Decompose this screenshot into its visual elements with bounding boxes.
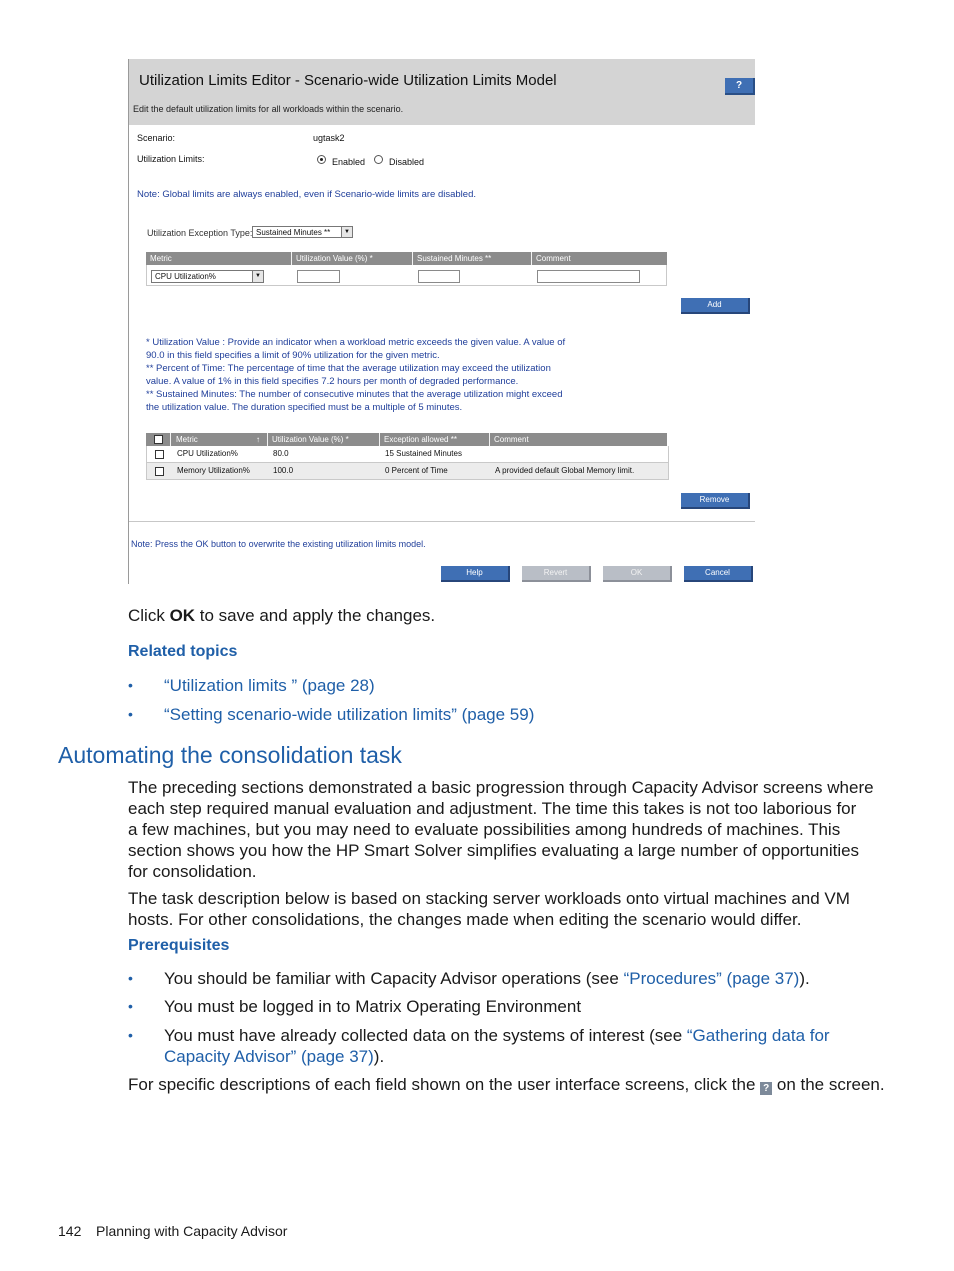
row-exception: 0 Percent of Time xyxy=(385,466,448,475)
chapter-title: Planning with Capacity Advisor xyxy=(96,1223,288,1239)
row-utilization: 100.0 xyxy=(273,466,294,475)
row-metric: Memory Utilization% xyxy=(177,466,250,475)
metric-select[interactable] xyxy=(151,270,264,283)
scenario-label: Scenario: xyxy=(137,133,176,143)
related-link-scenario-wide-limits[interactable]: “Setting scenario-wide utilization limits” (page 59) xyxy=(164,705,535,724)
paragraph-line: The preceding sections demonstrated a basic progression through Capacity Advisor screens where xyxy=(128,778,874,797)
table-header-utilization: Utilization Value (%) * xyxy=(272,435,349,444)
cancel-button[interactable]: Cancel xyxy=(684,566,753,582)
remove-button[interactable]: Remove xyxy=(681,493,750,509)
utilization-limits-label: Utilization Limits: xyxy=(137,154,205,164)
row-utilization: 80.0 xyxy=(273,449,289,458)
text-fragment: You should be familiar with Capacity Advisor operations (see xyxy=(164,969,624,988)
limits-table-header xyxy=(146,433,667,446)
editor-subtitle: Edit the default utilization limits for all workloads within the scenario. xyxy=(133,104,404,114)
disabled-label: Disabled xyxy=(389,157,425,167)
exception-type-value: Sustained Minutes ** xyxy=(256,228,331,237)
text-fragment: on the screen. xyxy=(772,1075,885,1094)
row-comment: A provided default Global Memory limit. xyxy=(495,466,635,475)
row-checkbox[interactable] xyxy=(155,450,164,459)
bullet-icon: • xyxy=(128,706,133,722)
note-line: ** Percent of Time: The percentage of time that the average utilization may exceed the utilization xyxy=(146,363,551,374)
note-line: 90.0 in this field specifies a limit of 90% utilization for the given metric. xyxy=(146,350,440,361)
prerequisite-item xyxy=(164,968,810,989)
enabled-label: Enabled xyxy=(332,157,366,167)
procedures-link[interactable]: “Procedures” (page 37) xyxy=(623,969,800,988)
comment-input[interactable] xyxy=(537,270,640,283)
entry-header-comment: Comment xyxy=(536,254,571,263)
prerequisite-item: You must be logged in to Matrix Operating Environment xyxy=(164,997,582,1016)
ok-button[interactable]: OK xyxy=(603,566,672,582)
utilization-limits-editor-screenshot xyxy=(128,59,755,584)
text-fragment: You must have already collected data on the systems of interest (see xyxy=(164,1026,687,1045)
metric-select-value: CPU Utilization% xyxy=(155,272,216,281)
section-title: Automating the consolidation task xyxy=(58,742,402,768)
paragraph-line: each step required manual evaluation and adjustment. The time this takes is not too laborious for xyxy=(128,799,857,818)
table-header-metric: Metric xyxy=(176,435,198,444)
question-help-icon: ? xyxy=(760,1082,772,1095)
table-row[interactable] xyxy=(146,446,669,463)
select-all-checkbox[interactable] xyxy=(154,435,163,444)
scenario-value: ugtask2 xyxy=(313,133,345,143)
sort-ascending-icon[interactable]: ↑ xyxy=(256,435,260,444)
utilization-value-input[interactable] xyxy=(297,270,340,283)
exception-type-label: Utilization Exception Type: xyxy=(147,228,253,238)
dropdown-arrow-icon: ▼ xyxy=(341,227,352,237)
row-checkbox[interactable] xyxy=(155,467,164,476)
editor-header xyxy=(129,59,755,125)
paragraph-line: The task description below is based on stacking server workloads onto virtual machines and VM xyxy=(128,889,850,908)
page-number: 142 xyxy=(58,1223,82,1239)
disabled-radio[interactable] xyxy=(374,155,383,164)
bullet-icon: • xyxy=(128,1027,133,1043)
enabled-radio[interactable] xyxy=(317,155,326,164)
add-button[interactable]: Add xyxy=(681,298,750,314)
help-button[interactable]: Help xyxy=(441,566,510,582)
bullet-icon: • xyxy=(128,998,133,1014)
note-line: ** Sustained Minutes: The number of consecutive minutes that the average utilization might exceed xyxy=(146,389,563,400)
row-exception: 15 Sustained Minutes xyxy=(385,449,462,458)
exception-type-select[interactable] xyxy=(252,226,353,238)
paragraph-line: a few machines, but you may need to evaluate possibilities among hundreds of machines. This xyxy=(128,820,841,839)
text-fragment: ). xyxy=(373,1047,385,1066)
text-fragment: Click xyxy=(128,606,170,625)
table-row[interactable] xyxy=(146,463,669,480)
global-limits-note: Note: Global limits are always enabled, even if Scenario-wide limits are disabled. xyxy=(137,189,476,200)
gathering-data-link[interactable]: Capacity Advisor” (page 37) xyxy=(164,1047,374,1066)
revert-button[interactable]: Revert xyxy=(522,566,591,582)
ok-emphasis: OK xyxy=(169,606,196,625)
text-fragment: to save and apply the changes. xyxy=(195,606,436,625)
editor-title: Utilization Limits Editor - Scenario-wide Utilization Limits Model xyxy=(139,72,557,89)
task-description-paragraph xyxy=(128,888,850,930)
entry-grid-header xyxy=(146,252,667,265)
paragraph-line: section shows you how the HP Smart Solver simplifies evaluating a large number of opportunities xyxy=(128,841,860,860)
paragraph-line: for consolidation. xyxy=(128,862,257,881)
entry-header-metric: Metric xyxy=(150,254,172,263)
related-topics-heading: Related topics xyxy=(128,643,238,660)
help-icon-instruction xyxy=(128,1074,885,1095)
entry-header-sustained: Sustained Minutes ** xyxy=(417,254,492,263)
dropdown-arrow-icon: ▼ xyxy=(252,271,263,282)
help-question-button[interactable]: ? xyxy=(725,78,755,95)
prerequisite-item xyxy=(164,1025,830,1067)
note-line: value. A value of 1% in this field specifies 7.2 hours per month of degraded performance. xyxy=(146,376,519,387)
gathering-data-link[interactable]: “Gathering data for xyxy=(686,1026,830,1045)
bullet-icon: • xyxy=(128,677,133,693)
paragraph-line: hosts. For other consolidations, the changes made when editing the scenario would differ. xyxy=(128,910,802,929)
prerequisites-heading: Prerequisites xyxy=(128,937,230,954)
row-metric: CPU Utilization% xyxy=(177,449,238,458)
sustained-minutes-input[interactable] xyxy=(418,270,460,283)
note-line: the utilization value. The duration specified must be a multiple of 5 minutes. xyxy=(146,402,463,413)
text-fragment: For specific descriptions of each field shown on the user interface screens, click the xyxy=(128,1075,761,1094)
intro-paragraph xyxy=(128,777,874,882)
divider xyxy=(129,521,755,522)
note-line: * Utilization Value : Provide an indicator when a workload metric exceeds the given value. A value of xyxy=(146,337,566,348)
ok-overwrite-note: Note: Press the OK button to overwrite the existing utilization limits model. xyxy=(131,539,426,549)
table-header-exception: Exception allowed ** xyxy=(384,435,457,444)
table-header-comment: Comment xyxy=(494,435,529,444)
field-notes xyxy=(146,336,676,414)
bullet-icon: • xyxy=(128,970,133,986)
entry-header-utilization: Utilization Value (%) * xyxy=(296,254,373,263)
text-fragment: ). xyxy=(799,969,810,988)
click-ok-instruction xyxy=(128,605,435,626)
related-link-utilization-limits[interactable]: “Utilization limits ” (page 28) xyxy=(164,676,375,695)
